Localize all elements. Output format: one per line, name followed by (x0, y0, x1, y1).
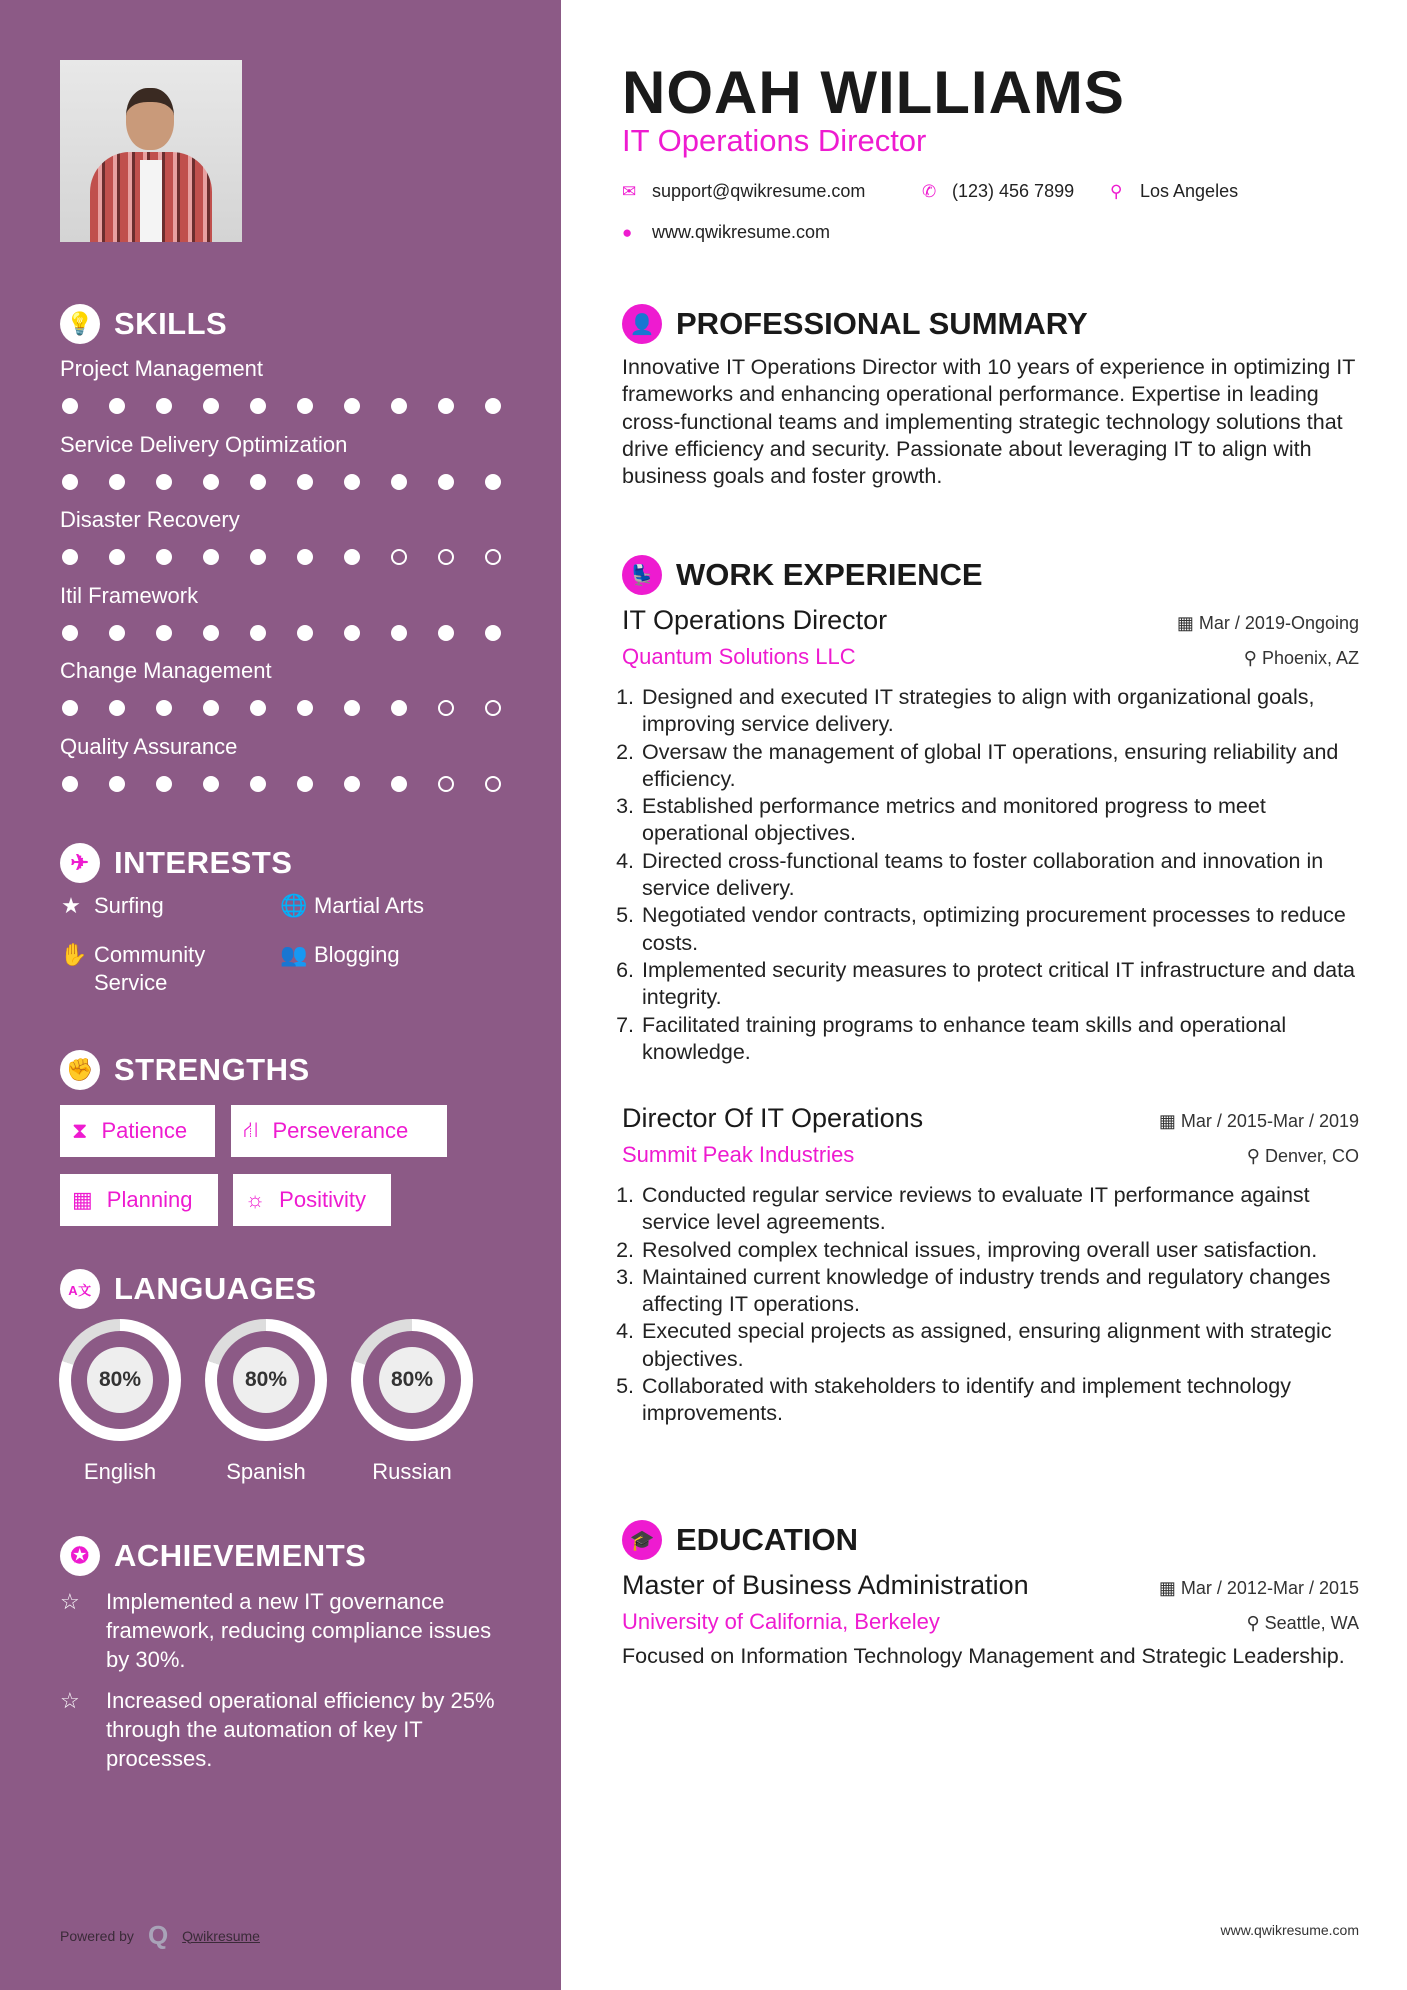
achievements-heading (60, 1536, 366, 1576)
language-item (59, 1319, 181, 1485)
summary-text: Innovative IT Operations Director with 10 years of experience in optimizing IT frameworks and enhancing operational performance. Expertise in leading cross-functional teams and implementing strategic technology solutions that drive efficiency and security. Passionate about leveraging IT to align with business goals and foster growth. (622, 355, 1355, 489)
strength-label: Perseverance (272, 1118, 409, 1143)
language-item (205, 1319, 327, 1485)
rating-dot-filled (297, 398, 313, 414)
qwikresume-logo-icon: Q (147, 1920, 169, 1950)
phone-contact (922, 181, 1074, 202)
language-progress-ring (205, 1319, 327, 1441)
skill-label: Change Management (60, 658, 272, 683)
strengths-heading (60, 1050, 310, 1090)
candidate-name: NOAH WILLIAMS (622, 59, 1125, 126)
skill-rating (60, 700, 501, 716)
rating-dot-filled (485, 474, 501, 490)
rating-dot-filled (391, 625, 407, 641)
rating-dot-filled (203, 700, 219, 716)
rating-dot-filled (297, 700, 313, 716)
rating-dot-filled (109, 700, 125, 716)
rating-dot-filled (203, 549, 219, 565)
responsibility-item: 5. Negotiated vendor contracts, optimizing procurement processes to reduce costs. (640, 902, 1359, 957)
skill-item (60, 583, 501, 659)
paper-plane-icon: ✈ (60, 843, 100, 883)
language-label: English (83, 1459, 157, 1484)
pin-icon: ⚲ (1243, 648, 1262, 668)
job-dates-text: Mar / 2019-Ongoing (1198, 613, 1359, 633)
location-contact (1110, 181, 1238, 202)
rating-dot-filled (203, 625, 219, 641)
sidebar (0, 0, 561, 1990)
education-entry (622, 1570, 1359, 1670)
job-responsibilities (622, 1182, 1359, 1428)
rating-dot-empty (438, 776, 454, 792)
education-location-text: Seattle, WA (1264, 1613, 1359, 1633)
job-responsibilities (622, 684, 1359, 1066)
language-item (351, 1319, 473, 1485)
strength-label: Patience (101, 1118, 188, 1143)
skill-item (60, 432, 501, 508)
globe-icon: 🌐 (280, 893, 308, 918)
interest-label: Blogging (314, 942, 400, 967)
responsibility-item: 1. Conducted regular service reviews to evaluate IT performance against service level agreements. (640, 1182, 1359, 1237)
location-text: Los Angeles (1140, 181, 1239, 201)
rating-dot-filled (203, 398, 219, 414)
responsibility-item: 4. Executed special projects as assigned, ensuring alignment with strategic objectives. (640, 1318, 1359, 1373)
job-entry (622, 605, 1359, 1066)
fist-icon: ✊ (60, 1050, 100, 1090)
education-description: Focused on Information Technology Management and Strategic Leadership. (622, 1644, 1345, 1668)
responsibility-item: 5. Collaborated with stakeholders to identify and implement technology improvements. (640, 1373, 1359, 1428)
powered-by-text: Powered by (60, 1927, 134, 1944)
skill-item (60, 734, 501, 810)
job-location (1247, 1146, 1359, 1167)
rating-dot-filled (250, 700, 266, 716)
rating-dot-empty (485, 549, 501, 565)
company-name: Summit Peak Industries (622, 1142, 855, 1167)
experience-heading-text: WORK EXPERIENCE (676, 557, 983, 592)
company-name: Quantum Solutions LLC (622, 644, 856, 669)
experience-heading (622, 555, 983, 595)
chair-icon: 💺 (622, 555, 662, 595)
skill-rating (60, 549, 501, 565)
rating-dot-filled (156, 474, 172, 490)
skill-label: Service Delivery Optimization (60, 431, 348, 457)
phone-icon: ✆ (922, 181, 937, 201)
interest-item (280, 941, 400, 969)
rating-dot-filled (391, 776, 407, 792)
rating-dot-empty (485, 776, 501, 792)
responsibility-item: 4. Directed cross-functional teams to foster collaboration and innovation in service delivery. (640, 848, 1359, 903)
road-icon: ⛙ (243, 1116, 259, 1142)
rating-dot-empty (438, 700, 454, 716)
shooting-star-icon: ☆ (60, 1589, 80, 1614)
rating-dot-filled (438, 625, 454, 641)
achievement-text: Increased operational efficiency by 25% through the automation of key IT processes. (106, 1688, 495, 1771)
rating-dot-filled (109, 398, 125, 414)
sun-icon: ☼ (245, 1187, 266, 1212)
strength-chip (60, 1174, 218, 1226)
job-dates-text: Mar / 2015-Mar / 2019 (1180, 1111, 1359, 1131)
job-location-text: Denver, CO (1264, 1146, 1359, 1166)
rating-dot-filled (250, 398, 266, 414)
language-progress-ring (59, 1319, 181, 1441)
rating-dot-filled (391, 700, 407, 716)
summary-heading (622, 304, 1088, 344)
rating-dot-filled (250, 474, 266, 490)
users-icon: 👥 (280, 942, 308, 967)
rating-dot-filled (203, 776, 219, 792)
rating-dot-filled (62, 398, 78, 414)
strengths-heading-text: STRENGTHS (114, 1052, 310, 1087)
calendar-icon: ▦ (1158, 1578, 1181, 1598)
skill-item (60, 356, 501, 432)
strength-chip (231, 1105, 447, 1157)
language-percent: 80% (379, 1347, 445, 1413)
skill-item (60, 507, 501, 583)
email-contact (622, 181, 865, 202)
website-contact (622, 222, 830, 243)
rating-dot-filled (156, 549, 172, 565)
rating-dot-filled (344, 474, 360, 490)
responsibility-item: 1. Designed and executed IT strategies to align with organizational goals, improving service delivery. (640, 684, 1359, 739)
languages-heading-text: LANGUAGES (114, 1271, 317, 1306)
rating-dot-filled (344, 700, 360, 716)
rating-dot-filled (344, 776, 360, 792)
language-icon: A文 (60, 1269, 100, 1309)
rating-dot-filled (485, 625, 501, 641)
rating-dot-filled (438, 474, 454, 490)
rating-dot-filled (250, 776, 266, 792)
achievements-heading-text: ACHIEVEMENTS (114, 1538, 367, 1573)
skill-item (60, 658, 501, 734)
qwikresume-link[interactable]: Qwikresume (182, 1927, 260, 1944)
pin-icon: ⚲ (1246, 1613, 1265, 1633)
calendar-icon: ▦ (72, 1187, 93, 1212)
skill-rating (60, 776, 501, 792)
interest-label: Surfing (94, 893, 164, 918)
rating-dot-filled (250, 625, 266, 641)
responsibility-item: 6. Implemented security measures to protect critical IT infrastructure and data integrity. (640, 957, 1359, 1012)
rating-dot-filled (250, 549, 266, 565)
lightbulb-icon: 💡 (60, 304, 100, 344)
interest-item (280, 892, 424, 920)
responsibility-item: 3. Maintained current knowledge of industry trends and regulatory changes affecting IT operations. (640, 1264, 1359, 1319)
rating-dot-filled (62, 625, 78, 641)
education-location (1246, 1613, 1359, 1634)
skill-label: Itil Framework (60, 582, 199, 608)
graduate-icon: 🎓 (622, 1520, 662, 1560)
skill-rating (60, 625, 501, 641)
rating-dot-filled (391, 398, 407, 414)
shooting-star-icon: ☆ (60, 1688, 80, 1713)
rating-dot-filled (344, 398, 360, 414)
skill-label: Quality Assurance (60, 733, 238, 759)
rating-dot-filled (156, 776, 172, 792)
interests-heading (60, 843, 292, 883)
achievement-text: Implemented a new IT governance framework, reducing compliance issues by 30%. (106, 1589, 492, 1672)
languages-heading (60, 1269, 317, 1309)
skills-heading-text: SKILLS (114, 306, 228, 341)
rating-dot-filled (485, 398, 501, 414)
calendar-icon: ▦ (1158, 1111, 1181, 1131)
email-text[interactable]: support@qwikresume.com (652, 181, 866, 201)
rating-dot-filled (203, 474, 219, 490)
interest-label: Martial Arts (314, 893, 425, 918)
globe-icon: ● (622, 222, 633, 242)
skills-list (60, 356, 501, 809)
education-dates-text: Mar / 2012-Mar / 2015 (1180, 1578, 1359, 1598)
job-entry (622, 1103, 1359, 1428)
job-title: Director Of IT Operations (622, 1103, 924, 1133)
calendar-icon: ▦ (1176, 613, 1199, 633)
responsibility-item: 2. Resolved complex technical issues, improving overall user satisfaction. (640, 1237, 1359, 1264)
rating-dot-filled (156, 700, 172, 716)
skill-label: Project Management (60, 356, 263, 381)
rating-dot-empty (438, 549, 454, 565)
skill-rating (60, 398, 501, 414)
job-title: IT Operations Director (622, 605, 888, 635)
rating-dot-filled (109, 625, 125, 641)
rating-dot-filled (297, 549, 313, 565)
rating-dot-filled (344, 549, 360, 565)
education-heading (622, 1520, 858, 1560)
responsibility-item: 2. Oversaw the management of global IT operations, ensuring reliability and efficiency. (640, 739, 1359, 794)
language-percent: 80% (87, 1347, 153, 1413)
rating-dot-filled (344, 625, 360, 641)
rating-dot-filled (109, 776, 125, 792)
job-location-text: Phoenix, AZ (1261, 648, 1359, 668)
rating-dot-filled (62, 474, 78, 490)
education-heading-text: EDUCATION (676, 1522, 858, 1557)
rating-dot-filled (62, 700, 78, 716)
rating-dot-filled (156, 398, 172, 414)
achievement-item (60, 1587, 510, 1674)
phone-text: (123) 456 7899 (952, 181, 1075, 201)
strength-chip (233, 1174, 391, 1226)
interests-heading-text: INTERESTS (114, 845, 293, 880)
powered-by (60, 1920, 260, 1951)
hand-icon: ✋ (60, 942, 88, 967)
star-icon: ★ (61, 893, 81, 918)
footer-website[interactable]: www.qwikresume.com (1220, 1922, 1359, 1938)
strength-label: Positivity (279, 1187, 366, 1212)
award-star-icon: ✪ (60, 1536, 100, 1576)
strength-label: Planning (106, 1187, 193, 1212)
profile-photo (60, 60, 242, 242)
skill-label: Disaster Recovery (60, 507, 240, 532)
language-progress-ring (351, 1319, 473, 1441)
interest-item (60, 892, 164, 920)
hourglass-icon: ⧗ (72, 1118, 88, 1143)
strength-chip (60, 1105, 215, 1157)
rating-dot-empty (391, 549, 407, 565)
pin-icon: ⚲ (1246, 1146, 1265, 1166)
user-icon: 👤 (622, 304, 662, 344)
education-dates (1159, 1578, 1359, 1599)
website-text[interactable]: www.qwikresume.com (652, 222, 831, 242)
skills-heading (60, 304, 227, 344)
map-pin-icon: ⚲ (1110, 181, 1123, 201)
job-dates (1177, 613, 1359, 634)
rating-dot-filled (62, 776, 78, 792)
interest-item (60, 941, 260, 997)
degree-title: Master of Business Administration (622, 1570, 1029, 1600)
languages-list (59, 1319, 473, 1485)
rating-dot-empty (485, 700, 501, 716)
school-name: University of California, Berkeley (622, 1609, 940, 1634)
responsibility-item: 7. Facilitated training programs to enhance team skills and operational knowledge. (640, 1012, 1359, 1067)
rating-dot-filled (109, 474, 125, 490)
language-label: Spanish (226, 1459, 306, 1484)
language-label: Russian (372, 1459, 452, 1484)
rating-dot-filled (297, 625, 313, 641)
summary-heading-text: PROFESSIONAL SUMMARY (676, 306, 1088, 341)
envelope-icon: ✉ (622, 181, 637, 201)
language-percent: 80% (233, 1347, 299, 1413)
rating-dot-filled (297, 776, 313, 792)
interest-label: Community Service (94, 942, 206, 995)
rating-dot-filled (62, 549, 78, 565)
rating-dot-filled (109, 549, 125, 565)
rating-dot-filled (156, 625, 172, 641)
rating-dot-filled (297, 474, 313, 490)
skill-rating (60, 474, 501, 490)
job-location (1244, 648, 1359, 669)
candidate-title: IT Operations Director (622, 123, 927, 158)
job-dates (1159, 1111, 1359, 1132)
achievement-item (60, 1686, 510, 1773)
rating-dot-filled (391, 474, 407, 490)
responsibility-item: 3. Established performance metrics and monitored progress to meet operational objectives. (640, 793, 1359, 848)
rating-dot-filled (438, 398, 454, 414)
